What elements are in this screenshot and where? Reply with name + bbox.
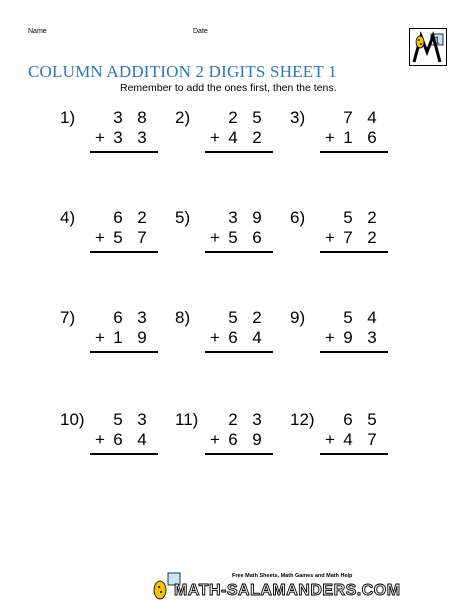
top-ones-digit: 2 — [252, 308, 262, 327]
worksheet-title: COLUMN ADDITION 2 DIGITS SHEET 1 — [28, 62, 337, 81]
bottom-ones-digit: 7 — [137, 228, 147, 247]
bottom-tens-digit: 4 — [228, 128, 238, 147]
problem-7 — [60, 308, 160, 358]
top-tens-digit: 6 — [113, 308, 123, 327]
bottom-ones-digit: 6 — [367, 128, 377, 147]
problem-number: 6) — [290, 208, 306, 227]
problem-6 — [290, 208, 390, 258]
bottom-ones-digit: 2 — [252, 128, 262, 147]
footer-tagline: Free Math Sheets, Math Games and Math Help — [232, 573, 353, 579]
top-ones-digit: 2 — [367, 208, 377, 227]
answer-line — [90, 351, 158, 353]
problem-11 — [175, 410, 275, 460]
problem-number: 9) — [290, 308, 306, 327]
problem-number: 1) — [60, 108, 76, 127]
answer-line — [90, 453, 158, 455]
date-field-label: Date — [193, 28, 208, 35]
answer-line — [90, 151, 158, 153]
problem-1 — [60, 108, 160, 158]
worksheet-instruction: Remember to add the ones first, then the tens. — [120, 82, 337, 94]
bottom-ones-digit: 4 — [252, 328, 262, 347]
problem-number: 3) — [290, 108, 306, 127]
top-tens-digit: 5 — [228, 308, 238, 327]
bottom-tens-digit: 4 — [343, 430, 353, 449]
bottom-tens-digit: 5 — [228, 228, 238, 247]
top-ones-digit: 2 — [137, 208, 147, 227]
plus-sign: + — [95, 128, 105, 147]
answer-line — [205, 351, 273, 353]
plus-sign: + — [210, 328, 220, 347]
problem-9 — [290, 308, 390, 358]
bottom-tens-digit: 1 — [343, 128, 353, 147]
problem-8 — [175, 308, 275, 358]
top-tens-digit: 5 — [343, 208, 353, 227]
bottom-ones-digit: 2 — [367, 228, 377, 247]
problem-number: 2) — [175, 108, 191, 127]
plus-sign: + — [325, 328, 335, 347]
bottom-tens-digit: 5 — [113, 228, 123, 247]
answer-line — [320, 151, 388, 153]
plus-sign: + — [325, 430, 335, 449]
bottom-tens-digit: 6 — [228, 430, 238, 449]
problem-10 — [60, 410, 160, 460]
plus-sign: + — [325, 128, 335, 147]
problem-number: 7) — [60, 308, 76, 327]
top-tens-digit: 2 — [228, 410, 238, 429]
footer-brand: MATH-SALAMANDERS.COM — [174, 582, 401, 599]
bottom-ones-digit: 3 — [137, 128, 147, 147]
plus-sign: + — [210, 128, 220, 147]
top-tens-digit: 5 — [343, 308, 353, 327]
bottom-ones-digit: 9 — [137, 328, 147, 347]
answer-line — [90, 251, 158, 253]
problem-4 — [60, 208, 160, 258]
problem-2 — [175, 108, 275, 158]
bottom-ones-digit: 7 — [367, 430, 377, 449]
top-tens-digit: 5 — [113, 410, 123, 429]
answer-line — [320, 453, 388, 455]
problem-number: 5) — [175, 208, 191, 227]
bottom-ones-digit: 3 — [367, 328, 377, 347]
top-ones-digit: 9 — [252, 208, 262, 227]
bottom-tens-digit: 3 — [113, 128, 123, 147]
plus-sign: + — [95, 430, 105, 449]
bottom-ones-digit: 9 — [252, 430, 262, 449]
problem-5 — [175, 208, 275, 258]
problem-number: 4) — [60, 208, 76, 227]
top-ones-digit: 5 — [252, 108, 262, 127]
bottom-tens-digit: 1 — [113, 328, 123, 347]
top-tens-digit: 6 — [113, 208, 123, 227]
top-tens-digit: 3 — [113, 108, 123, 127]
top-ones-digit: 3 — [252, 410, 262, 429]
problem-number: 10) — [60, 410, 85, 429]
answer-line — [205, 453, 273, 455]
top-ones-digit: 4 — [367, 308, 377, 327]
top-tens-digit: 6 — [343, 410, 353, 429]
plus-sign: + — [95, 228, 105, 247]
bottom-tens-digit: 6 — [228, 328, 238, 347]
bottom-ones-digit: 4 — [137, 430, 147, 449]
problem-number: 8) — [175, 308, 191, 327]
top-ones-digit: 5 — [367, 410, 377, 429]
bottom-ones-digit: 6 — [252, 228, 262, 247]
bottom-tens-digit: 9 — [343, 328, 353, 347]
answer-line — [205, 151, 273, 153]
plus-sign: + — [95, 328, 105, 347]
bottom-tens-digit: 7 — [343, 228, 353, 247]
salamander-logo-badge — [409, 28, 447, 66]
top-ones-digit: 8 — [137, 108, 147, 127]
bottom-tens-digit: 6 — [113, 430, 123, 449]
answer-line — [205, 251, 273, 253]
answer-line — [320, 351, 388, 353]
plus-sign: + — [325, 228, 335, 247]
top-ones-digit: 3 — [137, 308, 147, 327]
badge-number: 1 — [434, 35, 440, 47]
top-ones-digit: 4 — [367, 108, 377, 127]
top-tens-digit: 2 — [228, 108, 238, 127]
name-field-label: Name — [28, 28, 47, 35]
problem-3 — [290, 108, 390, 158]
top-tens-digit: 7 — [343, 108, 353, 127]
top-tens-digit: 3 — [228, 208, 238, 227]
problem-number: 11) — [175, 410, 199, 429]
plus-sign: + — [210, 430, 220, 449]
problem-number: 12) — [290, 410, 315, 429]
problem-12 — [290, 410, 390, 460]
top-ones-digit: 3 — [137, 410, 147, 429]
plus-sign: + — [210, 228, 220, 247]
answer-line — [320, 251, 388, 253]
